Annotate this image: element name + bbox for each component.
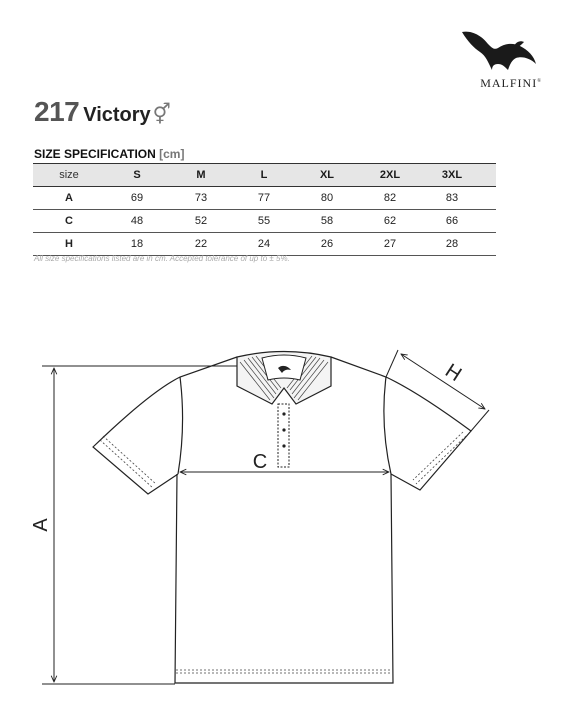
button-icon bbox=[282, 428, 285, 431]
table-cell: 27 bbox=[359, 233, 421, 256]
size-header-label: size bbox=[33, 164, 105, 187]
table-cell: 80 bbox=[295, 187, 359, 210]
dimension-a bbox=[42, 366, 237, 684]
table-cell: 73 bbox=[169, 187, 233, 210]
size-header-row bbox=[33, 164, 496, 187]
table-cell: 66 bbox=[421, 210, 483, 233]
shirt-outline bbox=[93, 357, 471, 683]
table-cell: 82 bbox=[359, 187, 421, 210]
size-header-spacer bbox=[483, 164, 496, 187]
table-cell: 58 bbox=[295, 210, 359, 233]
eagle-icon bbox=[458, 26, 538, 74]
table-cell: 62 bbox=[359, 210, 421, 233]
size-header-l: L bbox=[233, 164, 295, 187]
dimension-a-label: A bbox=[30, 518, 52, 532]
size-header-m: M bbox=[169, 164, 233, 187]
table-cell: 77 bbox=[233, 187, 295, 210]
table-cell: 83 bbox=[421, 187, 483, 210]
size-spec-title: SIZE SPECIFICATION bbox=[34, 147, 156, 161]
malfini-logo bbox=[452, 26, 542, 96]
polo-collar bbox=[237, 352, 331, 405]
table-cell: 52 bbox=[169, 210, 233, 233]
button-icon bbox=[282, 412, 285, 415]
table-cell: 48 bbox=[105, 210, 169, 233]
table-cell: 69 bbox=[105, 187, 169, 210]
product-name: Victory bbox=[83, 104, 151, 126]
table-cell: 22 bbox=[169, 233, 233, 256]
shirt-stitching bbox=[100, 432, 466, 673]
table-cell: 26 bbox=[295, 233, 359, 256]
table-cell: 24 bbox=[233, 233, 295, 256]
brand-name: MALFINI bbox=[480, 76, 538, 90]
placket bbox=[278, 404, 289, 467]
table-row bbox=[33, 233, 496, 256]
size-header-3xl: 3XL bbox=[421, 164, 483, 187]
product-code: 217 bbox=[34, 96, 80, 127]
registered-mark: ® bbox=[537, 79, 542, 84]
dimension-h bbox=[386, 350, 489, 431]
table-cell-spacer bbox=[483, 187, 496, 210]
size-table bbox=[33, 163, 496, 256]
row-label: A bbox=[33, 187, 105, 210]
table-row bbox=[33, 187, 496, 210]
dimension-h-label: H bbox=[441, 359, 466, 387]
row-label: C bbox=[33, 210, 105, 233]
size-spec-unit: [cm] bbox=[159, 147, 185, 161]
unisex-icon: ⚥ bbox=[152, 102, 171, 126]
table-cell: 18 bbox=[105, 233, 169, 256]
tolerance-note: All size specifications listed are in cm. Accepted tolerance of up to ± 5%. bbox=[34, 254, 290, 263]
size-header-2xl: 2XL bbox=[359, 164, 421, 187]
polo-shirt-diagram bbox=[0, 340, 565, 700]
button-icon bbox=[282, 444, 285, 447]
product-title bbox=[34, 96, 171, 128]
dimension-c-label: C bbox=[252, 451, 268, 473]
table-cell-spacer bbox=[483, 233, 496, 256]
size-header-s: S bbox=[105, 164, 169, 187]
table-cell: 55 bbox=[233, 210, 295, 233]
size-header-xl: XL bbox=[295, 164, 359, 187]
table-cell: 28 bbox=[421, 233, 483, 256]
table-row bbox=[33, 210, 496, 233]
size-spec-heading bbox=[34, 147, 184, 161]
table-cell-spacer bbox=[483, 210, 496, 233]
row-label: H bbox=[33, 233, 105, 256]
